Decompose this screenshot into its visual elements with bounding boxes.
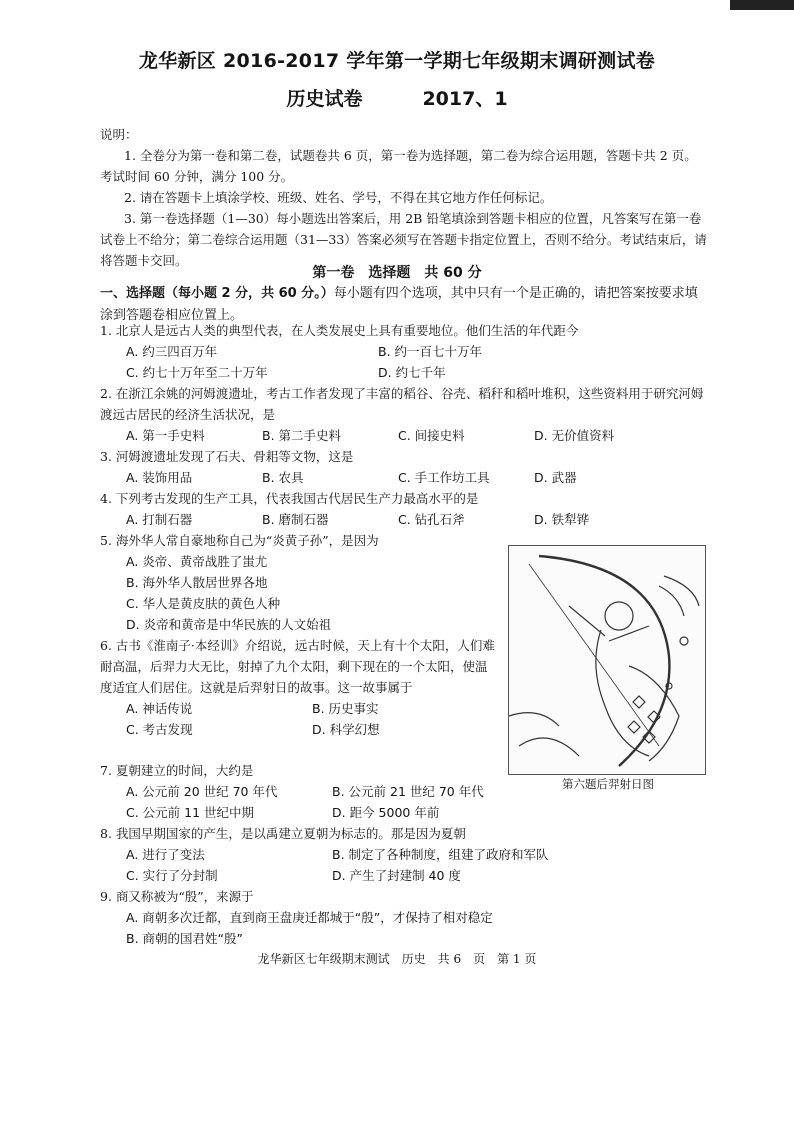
question-8-options xyxy=(100,844,708,886)
instructions-label: 说明： xyxy=(100,127,138,142)
question-7-option-d[interactable]: D. 距今 5000 年前 xyxy=(332,805,440,820)
question-7-option-b[interactable]: B. 公元前 21 世纪 70 年代 xyxy=(332,784,484,799)
question-7-stem: 7. 夏朝建立的时间，大约是 xyxy=(100,763,254,778)
question-9-options xyxy=(100,907,708,949)
question-6-stem: 6. 古书《淮南子·本经训》介绍说，远古时候，天上有十个太阳，人们难耐高温，后羿力大无比，射掉了九个太阳，剩下现在的一个太阳，使温度适宜人们居住。这就是后羿射日的故事。这一故事属于 xyxy=(100,638,495,695)
question-7-options xyxy=(100,781,708,823)
questions-7-9 xyxy=(100,760,708,949)
question-6-option-a[interactable]: A. 神话传说 xyxy=(126,701,193,716)
figure-caption: 第六题后羿射日图 xyxy=(562,777,654,791)
question-5-option-c[interactable]: C. 华人是黄皮肤的黄色人种 xyxy=(126,596,281,611)
question-5-options xyxy=(100,551,498,635)
question-8-stem: 8. 我国早期国家的产生，是以禹建立夏朝为标志的。那是因为夏朝 xyxy=(100,826,466,841)
question-4-options xyxy=(100,509,708,530)
page-footer: 龙华新区七年级期末测试 历史 共 6 页 第 1 页 xyxy=(257,952,537,966)
question-3-option-b[interactable]: B. 农具 xyxy=(262,470,304,485)
question-1-options xyxy=(100,341,708,383)
question-1-option-d[interactable]: D. 约七千年 xyxy=(378,365,446,380)
question-6-option-b[interactable]: B. 历史事实 xyxy=(312,701,379,716)
exam-subtitle xyxy=(0,84,794,111)
question-3-options xyxy=(100,467,708,488)
question-8-option-b[interactable]: B. 制定了各种制度，组建了政府和军队 xyxy=(332,847,549,862)
question-4-option-b[interactable]: B. 磨制石器 xyxy=(262,512,329,527)
exam-title: 龙华新区 2016-2017 学年第一学期七年级期末调研测试卷 xyxy=(138,50,656,72)
question-1-option-c[interactable]: C. 约七十万年至二十万年 xyxy=(126,365,268,380)
question-9-option-a[interactable]: A. 商朝多次迁都，直到商王盘庚迁都城于“殷”，才保持了相对稳定 xyxy=(126,910,493,925)
question-6-options xyxy=(100,698,498,740)
question-1-option-b[interactable]: B. 约一百七十万年 xyxy=(378,344,483,359)
question-2-option-c[interactable]: C. 间接史料 xyxy=(398,428,465,443)
scan-corner-mark xyxy=(730,0,794,10)
question-6-option-d[interactable]: D. 科学幻想 xyxy=(312,722,380,737)
instruction-2: 2. 请在答题卡上填涂学校、班级、姓名、学号，不得在其它地方作任何标记。 xyxy=(124,190,553,205)
question-1-option-a[interactable]: A. 约三四百万年 xyxy=(126,344,218,359)
instruction-3: 3. 第一卷选择题（1—30）每小题选出答案后，用 2B 铅笔填涂到答题卡相应的位置，凡答案写在第一卷试卷上不给分；第二卷综合运用题（31—33）答案必须写在答题卡指定位置上，否则不给分。考试结束后，请将答题卡交回。 xyxy=(100,211,707,268)
question-9-option-b[interactable]: B. 商朝的国君姓“殷” xyxy=(126,931,243,946)
question-8-option-a[interactable]: A. 进行了变法 xyxy=(126,847,205,862)
question-8-option-c[interactable]: C. 实行了分封制 xyxy=(126,868,218,883)
question-4-option-a[interactable]: A. 打制石器 xyxy=(126,512,193,527)
question-5-option-a[interactable]: A. 炎帝、黄帝战胜了蚩尤 xyxy=(126,554,268,569)
question-5-option-d[interactable]: D. 炎帝和黄帝是中华民族的人文始祖 xyxy=(126,617,332,632)
question-7-option-c[interactable]: C. 公元前 11 世纪中期 xyxy=(126,805,255,820)
section-heading: 第一卷 选择题 共 60 分 xyxy=(312,265,482,281)
question-5-option-b[interactable]: B. 海外华人散居世界各地 xyxy=(126,575,268,590)
question-3-option-c[interactable]: C. 手工作坊工具 xyxy=(398,470,490,485)
question-4-option-c[interactable]: C. 钻孔石斧 xyxy=(398,512,465,527)
archer-drawing xyxy=(509,546,705,774)
subject-label: 历史试卷 xyxy=(286,88,363,110)
question-3-stem: 3. 河姆渡遗址发现了石夫、骨耜等文物，这是 xyxy=(100,449,354,464)
question-6-option-c[interactable]: C. 考古发现 xyxy=(126,722,193,737)
exam-date: 2017、1 xyxy=(422,88,508,110)
archer-illustration-icon xyxy=(508,545,706,775)
question-4-option-d[interactable]: D. 铁犁铧 xyxy=(534,512,590,527)
question-8-option-d[interactable]: D. 产生了封建制 40 度 xyxy=(332,868,461,883)
questions-1-4 xyxy=(100,320,708,530)
question-2-option-a[interactable]: A. 第一手史料 xyxy=(126,428,205,443)
question-2-option-d[interactable]: D. 无价值资料 xyxy=(534,428,615,443)
section-description: 每小题有四个选项，其中只有一个是正确的，请把答案按要求填涂到答题卷相应位置上。 xyxy=(100,286,698,323)
question-2-options xyxy=(100,425,708,446)
question-2-option-b[interactable]: B. 第二手史料 xyxy=(262,428,342,443)
question-5-stem: 5. 海外华人常自豪地称自己为“炎黄子孙”，是因为 xyxy=(100,533,379,548)
question-3-option-d[interactable]: D. 武器 xyxy=(534,470,577,485)
question-7-option-a[interactable]: A. 公元前 20 世纪 70 年代 xyxy=(126,784,278,799)
instruction-1: 1. 全卷分为第一卷和第二卷，试题卷共 6 页，第一卷为选择题，第二卷为综合运用题，答题卡共 2 页。考试时间 60 分钟，满分 100 分。 xyxy=(100,148,697,184)
question-2-stem: 2. 在浙江余姚的河姆渡遗址，考古工作者发现了丰富的稻谷、谷壳、稻秆和稻叶堆积，这些资料用于研究河姆渡远古居民的经济生活状况，是 xyxy=(100,386,704,422)
section-title: 一、选择题（每小题 2 分，共 60 分。） xyxy=(100,286,334,301)
question-9-stem: 9. 商又称被为“殷”，来源于 xyxy=(100,889,254,904)
questions-5-6 xyxy=(100,530,498,740)
question-4-stem: 4. 下列考古发现的生产工具，代表我国古代居民生产力最高水平的是 xyxy=(100,491,479,506)
question-1-stem: 1. 北京人是远古人类的典型代表，在人类发展史上具有重要地位。他们生活的年代距今 xyxy=(100,323,579,338)
instructions xyxy=(100,124,708,271)
question-3-option-a[interactable]: A. 装饰用品 xyxy=(126,470,193,485)
